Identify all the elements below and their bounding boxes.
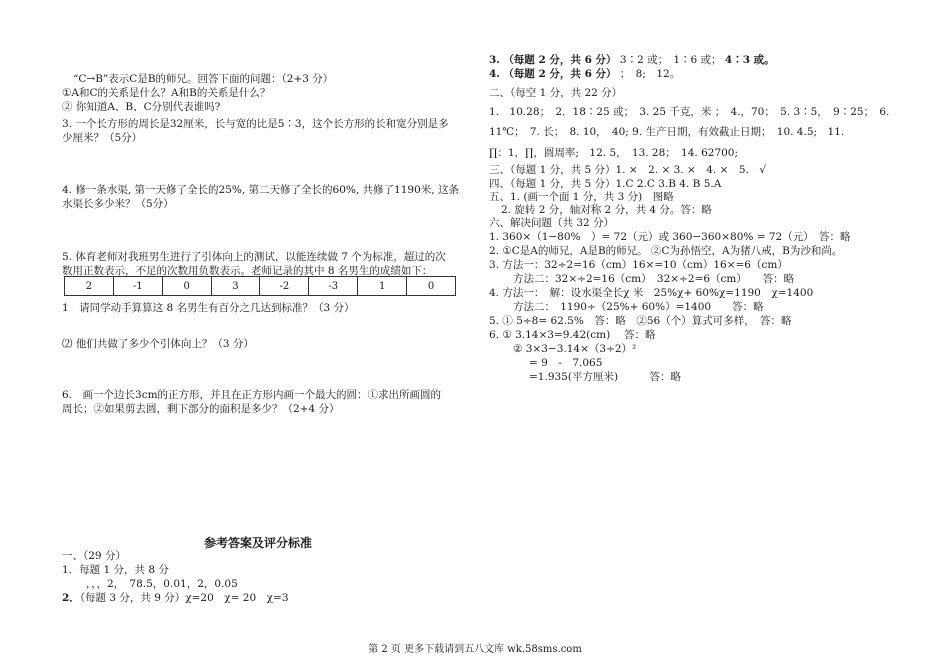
question-5-sub1: 1 请同学动手算算这 8 名男生有百分之几达到标准？（3 分）: [62, 302, 355, 314]
question-5-sub2: ⑵ 他们共做了多少个引体向上？（3 分）: [62, 338, 254, 350]
question-3-line2: 少厘米？（5分）: [62, 132, 143, 144]
answer-1-2: [62, 591, 289, 605]
answer-3-row: [489, 53, 775, 67]
score-cell: 2: [65, 277, 114, 296]
score-cell: 0: [162, 277, 211, 296]
question-3-line1: 3. 一个长方形的周长是32厘米，长与宽的比是5∶3，这个长方形的长和宽分别是多: [62, 118, 449, 130]
answer-1-1: 1．每题 1 分，共 8 分: [62, 564, 169, 576]
answer-6-3-method2: 方法二：32×÷2=16（cm） 32×÷2=6（cm） 答：略: [513, 273, 795, 285]
answer-section-2-heading: 二、（每空 1 分，共 22 分）: [489, 87, 623, 99]
answer-6-6-line2: ② 3×3−3.14×（3÷2）²: [513, 343, 637, 355]
answer-5-2: 2. 旋转 2 分，轴对称 2 分，共 4 分。答：略: [501, 204, 712, 216]
score-cell: -1: [113, 277, 162, 296]
score-cell: -3: [309, 277, 358, 296]
answer-3-heading: （每题 2 分，共 6 分）: [503, 54, 617, 66]
answer-section-1-heading: 一、（29 分）: [62, 550, 126, 562]
answer-6-5: 5. ① 5÷8= 62.5% 答：略 ②56（个）算式可多样， 答：略: [489, 315, 792, 327]
answer-4-row: [489, 67, 680, 81]
answer-6-4-method1: 4. 方法一： 解：设水渠全长χ 米 25%χ+ 60%χ=1190 χ=1400: [489, 287, 814, 299]
answer-4-number: 4.: [489, 68, 500, 80]
answer-section-5-heading: 五、1. (画一个面 1 分，共 3 分) 图略: [489, 191, 674, 203]
answer-section-4-heading: 四、（每题 1 分，共 5 分）1.C 2.C 3.B 4. B 5.A: [489, 178, 722, 190]
question-6-line2: 周长；②如果剪去圆，剩下部分的面积是多少？（2+4 分）: [62, 403, 340, 415]
answer-6-1: 1. 360×（1−80% ）= 72（元）或 360−360×80% = 72（元） 答：略: [489, 231, 851, 243]
question-5-line1: 5. 体育老师对我班男生进行了引体向上的测试，以能连续做 7 个为标准，超过的次: [62, 251, 446, 263]
answer-1-2-number: 2．: [62, 592, 80, 604]
answer-2-line2: 11℃； 7. 长； 8. 10， 40; 9. 生产日期，有效截止日期； 10. 4.5; 11.: [489, 126, 845, 138]
question-4-line2: 水渠长多少米？（5分）: [62, 198, 174, 210]
answer-3-number: 3.: [489, 54, 500, 66]
question-4-line1: 4. 修一条水渠, 第一天修了全长的25%, 第二天修了全长的60%, 共修了1190米, 这条: [62, 184, 459, 196]
answer-6-6-line4: =1.935(平方厘米) 答：略: [529, 371, 682, 383]
question-intro: “C→B”表示C是B的师兄。回答下面的问题：（2+3 分）: [73, 73, 334, 85]
answer-3-values: 3∶2 或； 1∶6 或；: [619, 54, 722, 66]
answer-6-3-method1: 3. 方法一：32÷2=16（cm）16×=10（cm）16×=6（cm）: [489, 259, 788, 271]
question-6-line1: 6. 画一个边长3cm的正方形，并且在正方形内画一个最大的圆：①求出所画圆的: [62, 389, 442, 401]
page-footer: 第 2 页 更多下载请到五八文库 wk.58sms.com: [368, 644, 582, 655]
answer-6-6-line3: = 9 - 7.065: [529, 357, 603, 369]
answer-section-6-heading: 六、解决问题（共 32 分）: [489, 217, 615, 229]
score-cell: 0: [407, 277, 456, 296]
question-intro-sub2: ② 你知道A、B、C分别代表谁吗?: [62, 101, 221, 113]
question-5-line2: 数用正数表示，不足的次数用负数表示。老师记录的其中 8 名男生的成绩如下：: [62, 265, 433, 277]
answer-6-2: 2. ①C是A的师兄，A是B的师兄。 ②C为孙悟空，A为猪八戒，B为沙和尚。: [489, 245, 843, 257]
score-cell: 1: [358, 277, 407, 296]
answer-4-values: ； 8; 12。: [619, 68, 681, 80]
answer-1-1-values: ，，，2， 78.5，0.01，2，0.05: [86, 578, 238, 590]
answer-section-3-heading: 三、（每题 1 分，共 5 分）1. × 2. × 3. × 4. × 5. √: [489, 164, 767, 176]
answer-2-line3: ∏：1，∏，圆周率; 12. 5， 13. 28； 14. 62700;: [489, 147, 739, 159]
score-cell: 3: [211, 277, 260, 296]
score-cell: -2: [260, 277, 309, 296]
answer-3-bold-value: 4∶3 或。: [724, 54, 775, 66]
answer-6-6-line1: 6. ① 3.14×3=9.42(cm) 答：略: [489, 329, 656, 341]
table-row: [65, 277, 456, 296]
answer-2-line1: 1. 10.28； 2．18∶25 或； 3. 25 千克，米 ； 4.，70； 5. 3∶5， 9∶25； 6.: [489, 106, 890, 118]
answer-1-2-text: （每题 3 分，共 9 分）χ=20 χ= 20 χ=3: [79, 592, 289, 604]
question-intro-sub1: ①A和C的关系是什么？A和B的关系是什么？: [62, 87, 271, 99]
answer-key-title: 参考答案及评分标准: [204, 536, 313, 550]
score-table: [64, 276, 456, 296]
answer-6-4-method2: 方法二： 1190÷（25%+ 60%）=1400 答：略: [513, 301, 764, 313]
answer-4-heading: （每题 2 分，共 6 分）: [503, 68, 617, 80]
